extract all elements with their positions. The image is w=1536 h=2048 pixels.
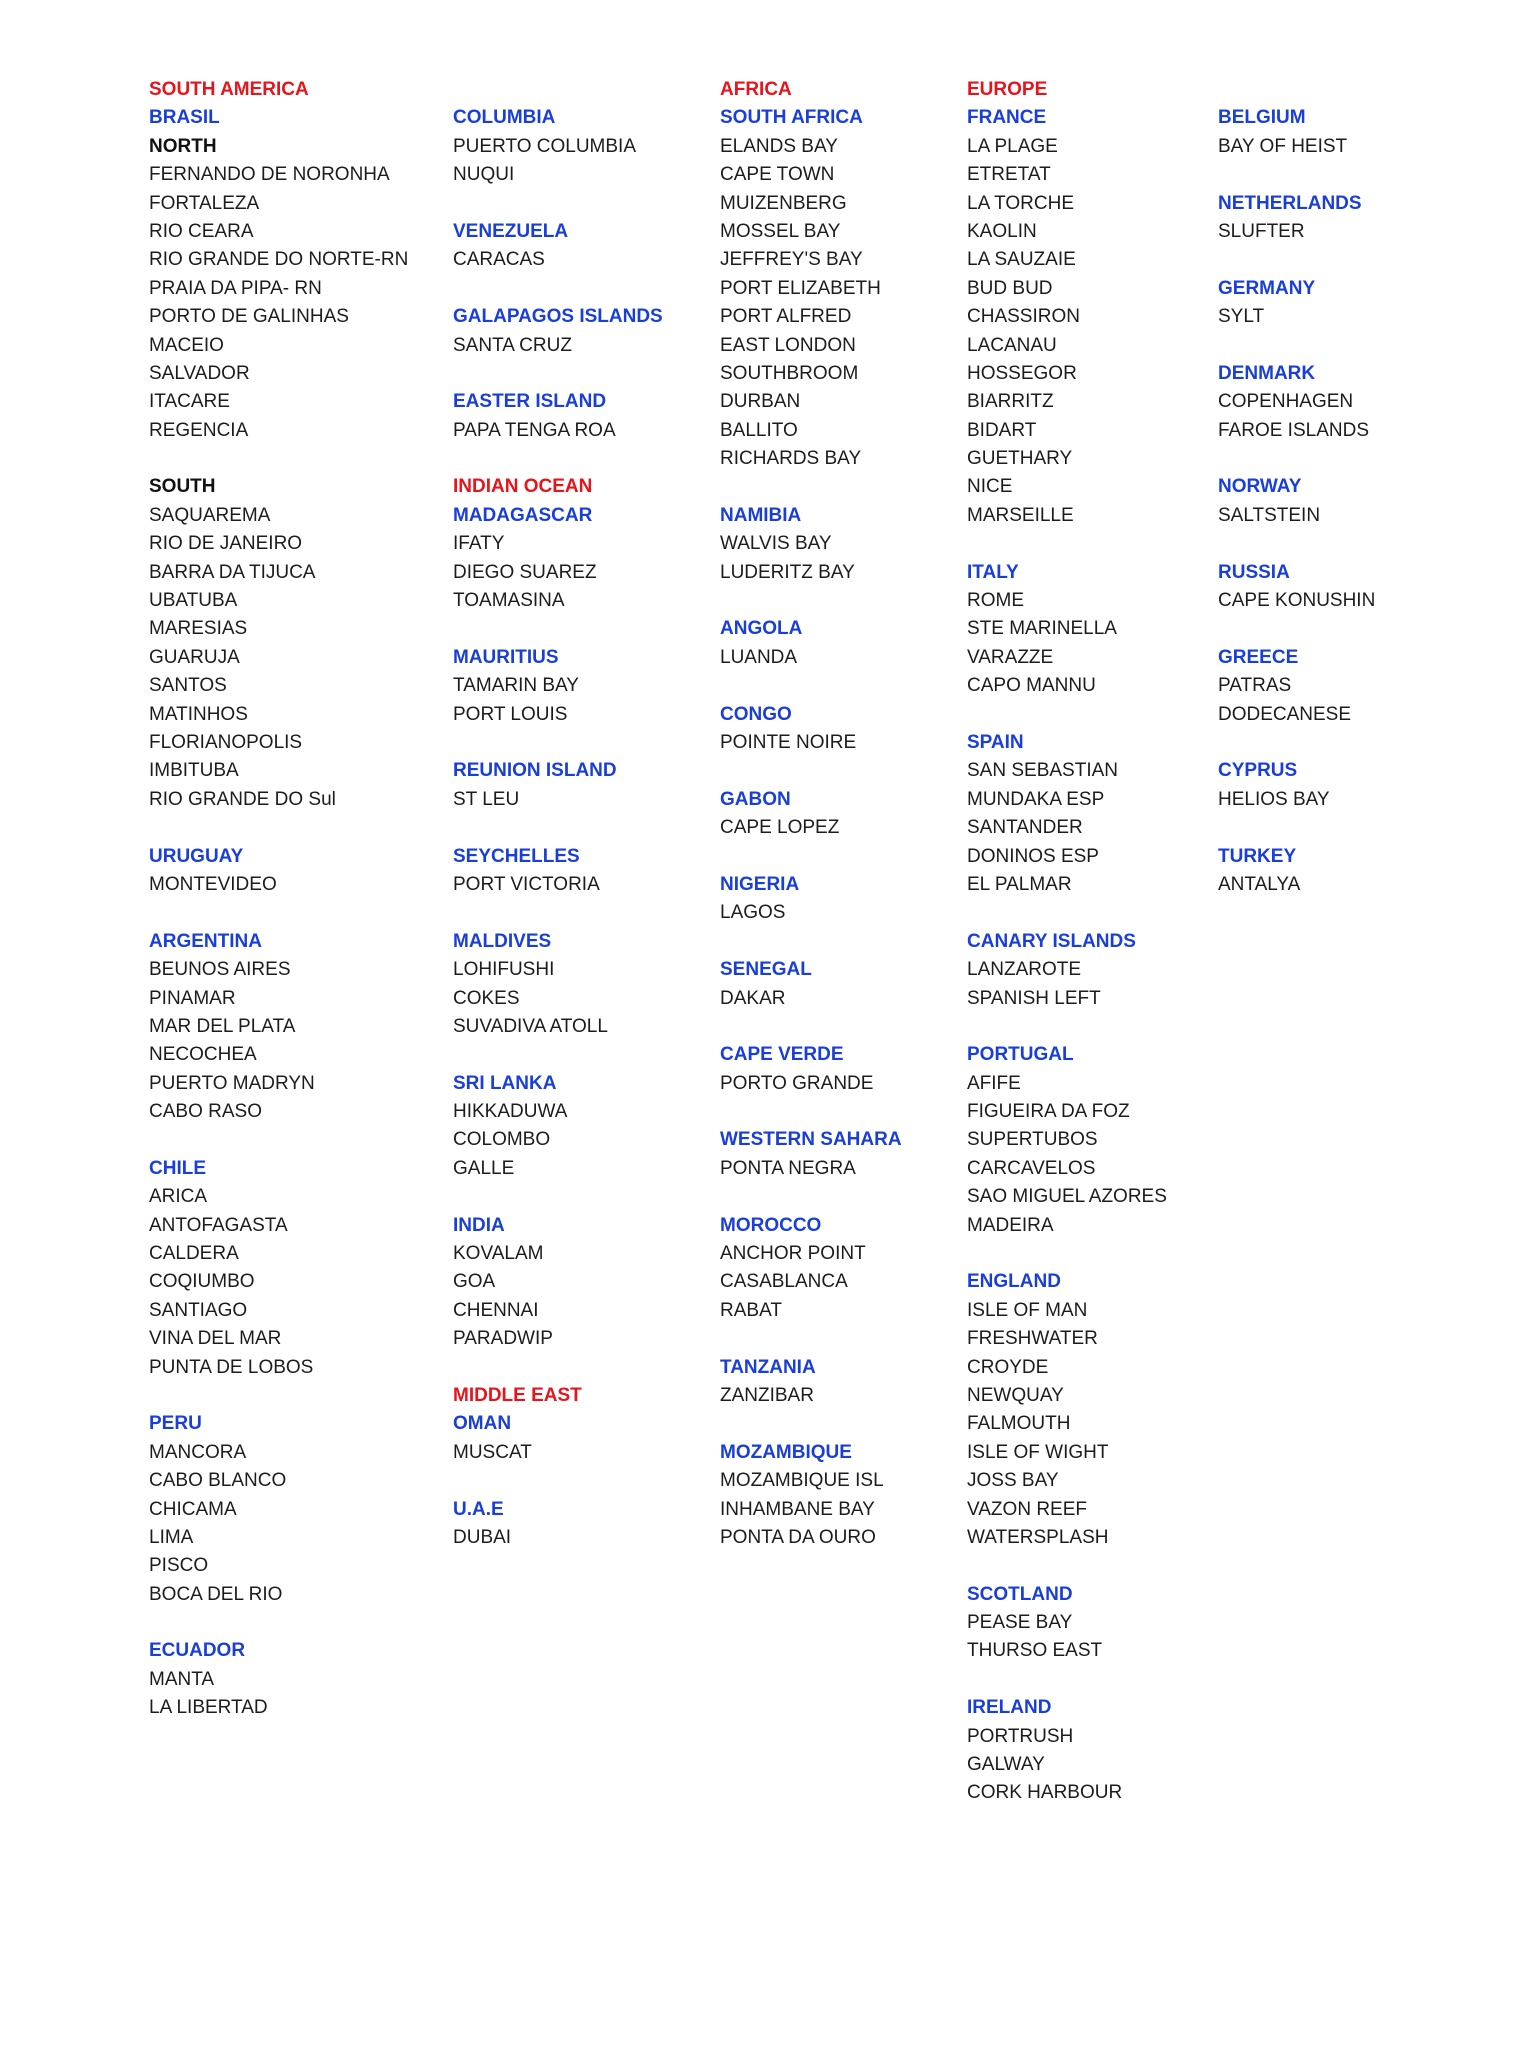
spot-name: FIGUEIRA DA FOZ [967, 1101, 1130, 1123]
spot-name: PORT VICTORIA [453, 873, 600, 895]
country-heading: RUSSIA [1218, 561, 1290, 583]
spot-name: SYLT [1218, 306, 1265, 328]
country-heading: WESTERN SAHARA [720, 1129, 902, 1151]
spacer [967, 530, 1167, 558]
country-heading: GERMANY [1218, 277, 1316, 299]
column-europe [967, 76, 1167, 1808]
spot-name: RIO CEARA [149, 220, 254, 242]
spot-name: CASABLANCA [720, 1271, 848, 1293]
spacer [1218, 246, 1375, 274]
spacer [1218, 615, 1375, 643]
spot-name: DUBAI [453, 1526, 512, 1548]
spot-name: SOUTHBROOM [720, 362, 859, 384]
spacer [967, 1666, 1167, 1694]
spot-name: DURBAN [720, 391, 801, 413]
spacer [453, 899, 663, 927]
spacer [720, 1098, 902, 1126]
spot-name: ISLE OF WIGHT [967, 1441, 1109, 1463]
column-africa [720, 76, 902, 1552]
spot-name: ST LEU [453, 788, 520, 810]
spacer [720, 1013, 902, 1041]
spot-name: SUPERTUBOS [967, 1129, 1098, 1151]
spot-name: LOHIFUSHI [453, 959, 555, 981]
subregion-heading: SOUTH [149, 476, 216, 498]
country-heading: PORTUGAL [967, 1044, 1074, 1066]
spot-name: POINTE NOIRE [720, 731, 857, 753]
country-heading: COLUMBIA [453, 107, 556, 129]
spot-name: MOZAMBIQUE ISL [720, 1470, 884, 1492]
spot-name: PISCO [149, 1555, 209, 1577]
spot-name: DIEGO SUAREZ [453, 561, 597, 583]
spacer [720, 1410, 902, 1438]
spacer [149, 1382, 408, 1410]
spacer [453, 615, 663, 643]
spot-name: MATINHOS [149, 703, 248, 725]
spot-name: HIKKADUWA [453, 1101, 568, 1123]
country-heading: ENGLAND [967, 1271, 1061, 1293]
spot-name: ZANZIBAR [720, 1384, 814, 1406]
spot-name: MARESIAS [149, 618, 248, 640]
spot-name: STE MARINELLA [967, 618, 1117, 640]
spot-name: TAMARIN BAY [453, 675, 579, 697]
spot-name: THURSO EAST [967, 1640, 1103, 1662]
spot-name: CAPE TOWN [720, 164, 835, 186]
spot-name: ITACARE [149, 391, 230, 413]
country-heading: MALDIVES [453, 930, 552, 952]
country-heading: NAMIBIA [720, 504, 802, 526]
spot-name: BEUNOS AIRES [149, 959, 291, 981]
spot-name: CAPE KONUSHIN [1218, 590, 1376, 612]
country-heading: BELGIUM [1218, 107, 1306, 129]
spot-name: IMBITUBA [149, 760, 239, 782]
spot-name: MONTEVIDEO [149, 873, 277, 895]
spot-name: DONINOS ESP [967, 845, 1099, 867]
spot-name: COPENHAGEN [1218, 391, 1354, 413]
spot-name: FAROE ISLANDS [1218, 419, 1369, 441]
spot-name: MUIZENBERG [720, 192, 847, 214]
spot-name: BALLITO [720, 419, 798, 441]
spot-name: EAST LONDON [720, 334, 856, 356]
spacer [453, 814, 663, 842]
spot-name: NECOCHEA [149, 1044, 257, 1066]
spot-name: PORTO GRANDE [720, 1072, 874, 1094]
spot-name: RABAT [720, 1299, 782, 1321]
spot-name: UBATUBA [149, 590, 238, 612]
spot-name: IFATY [453, 533, 505, 555]
spot-name: RIO DE JANEIRO [149, 533, 303, 555]
country-heading: U.A.E [453, 1498, 504, 1520]
spot-name: MACEIO [149, 334, 224, 356]
spot-name: GALLE [453, 1157, 515, 1179]
spacer [1218, 76, 1375, 104]
spot-name: LA SAUZAIE [967, 249, 1076, 271]
country-heading: NORWAY [1218, 476, 1302, 498]
region-heading: SOUTH AMERICA [149, 79, 309, 100]
country-heading: PERU [149, 1413, 202, 1435]
spacer [720, 1183, 902, 1211]
spot-name: JEFFREY'S BAY [720, 249, 863, 271]
spot-name: NUQUI [453, 164, 515, 186]
spot-name: NEWQUAY [967, 1384, 1064, 1406]
spacer [453, 190, 663, 218]
spot-name: NICE [967, 476, 1013, 498]
spot-name: ETRETAT [967, 164, 1051, 186]
spot-name: LIMA [149, 1526, 194, 1548]
spot-name: SANTIAGO [149, 1299, 248, 1321]
spacer [967, 1552, 1167, 1580]
spot-name: CORK HARBOUR [967, 1782, 1123, 1804]
spacer [149, 899, 408, 927]
spacer [1218, 530, 1375, 558]
spot-name: LACANAU [967, 334, 1057, 356]
column-south-america [149, 76, 408, 1723]
spot-name: PEASE BAY [967, 1612, 1073, 1634]
country-heading: MADAGASCAR [453, 504, 593, 526]
spot-name: FALMOUTH [967, 1413, 1071, 1435]
country-heading: INDIA [453, 1214, 505, 1236]
spot-name: VARAZZE [967, 646, 1054, 668]
spot-name: VAZON REEF [967, 1498, 1087, 1520]
country-heading: CAPE VERDE [720, 1044, 844, 1066]
country-heading: ANGOLA [720, 618, 803, 640]
spot-name: CARCAVELOS [967, 1157, 1096, 1179]
spot-name: MANTA [149, 1668, 215, 1690]
spacer [720, 672, 902, 700]
spot-name: CARACAS [453, 249, 545, 271]
country-heading: ECUADOR [149, 1640, 246, 1662]
column-americas-indian-ocean [453, 76, 663, 1552]
country-heading: CYPRUS [1218, 760, 1298, 782]
spot-name: RIO GRANDE DO NORTE-RN [149, 249, 409, 271]
spot-name: LA TORCHE [967, 192, 1075, 214]
region-heading: MIDDLE EAST [453, 1384, 582, 1406]
spot-name: INHAMBANE BAY [720, 1498, 875, 1520]
spot-name: FORTALEZA [149, 192, 260, 214]
country-heading: SCOTLAND [967, 1583, 1073, 1605]
spot-name: MUSCAT [453, 1441, 532, 1463]
spacer [967, 1013, 1167, 1041]
spot-name: TOAMASINA [453, 590, 565, 612]
spot-name: ARICA [149, 1186, 208, 1208]
spot-name: BARRA DA TIJUCA [149, 561, 316, 583]
spacer [453, 76, 663, 104]
country-heading: SPAIN [967, 731, 1024, 753]
spacer [453, 1354, 663, 1382]
spot-name: PUNTA DE LOBOS [149, 1356, 314, 1378]
country-heading: GABON [720, 788, 791, 810]
country-heading: NETHERLANDS [1218, 192, 1362, 214]
spot-name: CABO BLANCO [149, 1470, 287, 1492]
region-heading: AFRICA [720, 79, 792, 100]
spot-name: KOVALAM [453, 1243, 544, 1265]
spacer [720, 473, 902, 501]
country-heading: SEYCHELLES [453, 845, 580, 867]
country-heading: CANARY ISLANDS [967, 930, 1136, 952]
country-heading: EASTER ISLAND [453, 391, 607, 413]
spot-name: MOSSEL BAY [720, 220, 841, 242]
spot-name: SUVADIVA ATOLL [453, 1015, 608, 1037]
spot-name: SALTSTEIN [1218, 504, 1321, 526]
spacer [1218, 161, 1375, 189]
spot-name: GOA [453, 1271, 496, 1293]
spot-name: PARADWIP [453, 1328, 553, 1350]
spot-name: PONTA DA OURO [720, 1526, 876, 1548]
spot-name: PORT ALFRED [720, 306, 852, 328]
spot-name: CHICAMA [149, 1498, 237, 1520]
spacer [1218, 814, 1375, 842]
spot-name: SAN SEBASTIAN [967, 760, 1118, 782]
spot-name: BAY OF HEIST [1218, 135, 1348, 157]
spot-name: CAPO MANNU [967, 675, 1096, 697]
spot-name: CAPE LOPEZ [720, 817, 840, 839]
spacer [453, 445, 663, 473]
region-heading: EUROPE [967, 79, 1048, 100]
country-heading: IRELAND [967, 1697, 1052, 1719]
spot-name: GUARUJA [149, 646, 240, 668]
spot-name: AFIFE [967, 1072, 1021, 1094]
country-heading: CHILE [149, 1157, 206, 1179]
spot-name: BIDART [967, 419, 1037, 441]
spot-name: DAKAR [720, 987, 786, 1009]
spacer [1218, 729, 1375, 757]
country-heading: NIGERIA [720, 873, 800, 895]
spot-name: ELANDS BAY [720, 135, 838, 157]
spot-name: ANTOFAGASTA [149, 1214, 288, 1236]
spacer [149, 445, 408, 473]
country-heading: SOUTH AFRICA [720, 107, 863, 129]
spot-name: SAQUAREMA [149, 504, 271, 526]
spot-name: MUNDAKA ESP [967, 788, 1105, 810]
spacer [453, 275, 663, 303]
spacer [1218, 332, 1375, 360]
country-heading: TANZANIA [720, 1356, 816, 1378]
country-heading: DENMARK [1218, 362, 1316, 384]
country-heading: CONGO [720, 703, 792, 725]
spot-name: HOSSEGOR [967, 362, 1077, 384]
spot-name: BOCA DEL RIO [149, 1583, 283, 1605]
spot-name: PAPA TENGA ROA [453, 419, 616, 441]
spot-name: PORT ELIZABETH [720, 277, 881, 299]
spot-name: LUDERITZ BAY [720, 561, 855, 583]
spot-name: BUD BUD [967, 277, 1053, 299]
spot-name: PATRAS [1218, 675, 1292, 697]
spacer [149, 1609, 408, 1637]
spot-name: PRAIA DA PIPA- RN [149, 277, 322, 299]
spacer [967, 1240, 1167, 1268]
country-heading: MOROCCO [720, 1214, 822, 1236]
country-heading: BRASIL [149, 107, 220, 129]
spacer [453, 360, 663, 388]
spot-name: PORT LOUIS [453, 703, 568, 725]
spot-name: EL PALMAR [967, 873, 1072, 895]
spot-name: SPANISH LEFT [967, 987, 1101, 1009]
spacer [453, 1041, 663, 1069]
spot-name: SANTANDER [967, 817, 1083, 839]
spot-name: MARSEILLE [967, 504, 1074, 526]
spot-name: MANCORA [149, 1441, 247, 1463]
spacer [149, 1126, 408, 1154]
region-heading: INDIAN OCEAN [453, 476, 593, 498]
spot-name: CHENNAI [453, 1299, 539, 1321]
spacer [967, 701, 1167, 729]
country-heading: FRANCE [967, 107, 1047, 129]
spot-name: VINA DEL MAR [149, 1328, 282, 1350]
spot-name: COQIUMBO [149, 1271, 255, 1293]
country-heading: OMAN [453, 1413, 512, 1435]
country-heading: MOZAMBIQUE [720, 1441, 852, 1463]
spacer [453, 729, 663, 757]
spot-name: SAO MIGUEL AZORES [967, 1186, 1167, 1208]
spot-name: PORTO DE GALINHAS [149, 306, 349, 328]
spot-name: ROME [967, 590, 1024, 612]
country-heading: REUNION ISLAND [453, 760, 617, 782]
country-heading: SRI LANKA [453, 1072, 557, 1094]
spacer [967, 899, 1167, 927]
spacer [720, 928, 902, 956]
spacer [720, 843, 902, 871]
spot-name: SALVADOR [149, 362, 250, 384]
country-heading: GALAPAGOS ISLANDS [453, 306, 663, 328]
spacer [1218, 445, 1375, 473]
column-europe-north [1218, 76, 1375, 899]
spot-name: REGENCIA [149, 419, 249, 441]
spot-name: LA LIBERTAD [149, 1697, 268, 1719]
spot-name: GALWAY [967, 1754, 1045, 1776]
country-heading: VENEZUELA [453, 220, 569, 242]
spot-name: WALVIS BAY [720, 533, 832, 555]
spot-name: PORTRUSH [967, 1725, 1074, 1747]
country-heading: GREECE [1218, 646, 1299, 668]
spot-name: BIARRITZ [967, 391, 1054, 413]
spot-name: PINAMAR [149, 987, 236, 1009]
spot-name: GUETHARY [967, 448, 1073, 470]
spacer [720, 587, 902, 615]
country-heading: SENEGAL [720, 959, 812, 981]
spot-name: LUANDA [720, 646, 798, 668]
spot-name: DODECANESE [1218, 703, 1352, 725]
spot-name: PONTA NEGRA [720, 1157, 856, 1179]
spacer [453, 1183, 663, 1211]
spot-name: CROYDE [967, 1356, 1049, 1378]
spot-name: CALDERA [149, 1243, 239, 1265]
subregion-heading: NORTH [149, 135, 217, 157]
spot-name: MADEIRA [967, 1214, 1054, 1236]
spot-name: JOSS BAY [967, 1470, 1059, 1492]
spot-name: MAR DEL PLATA [149, 1015, 296, 1037]
spot-name: RIO GRANDE DO Sul [149, 788, 336, 810]
country-heading: MAURITIUS [453, 646, 559, 668]
country-heading: TURKEY [1218, 845, 1297, 867]
spot-name: SANTA CRUZ [453, 334, 572, 356]
spot-name: CABO RASO [149, 1101, 262, 1123]
spacer [149, 814, 408, 842]
spot-name: FRESHWATER [967, 1328, 1098, 1350]
spacer [720, 757, 902, 785]
spacer [720, 1325, 902, 1353]
country-heading: URUGUAY [149, 845, 244, 867]
spot-name: SLUFTER [1218, 220, 1305, 242]
spot-name: RICHARDS BAY [720, 448, 862, 470]
spot-name: HELIOS BAY [1218, 788, 1330, 810]
spot-name: ANTALYA [1218, 873, 1301, 895]
spot-name: KAOLIN [967, 220, 1037, 242]
country-heading: ITALY [967, 561, 1019, 583]
spot-name: WATERSPLASH [967, 1526, 1109, 1548]
spot-name: FERNANDO DE NORONHA [149, 164, 390, 186]
spot-name: ANCHOR POINT [720, 1243, 866, 1265]
spacer [453, 1467, 663, 1495]
spot-name: LAGOS [720, 902, 786, 924]
spot-name: COLOMBO [453, 1129, 551, 1151]
spot-name: PUERTO COLUMBIA [453, 135, 637, 157]
spot-name: ISLE OF MAN [967, 1299, 1088, 1321]
country-heading: ARGENTINA [149, 930, 262, 952]
spot-name: LA PLAGE [967, 135, 1058, 157]
spot-name: PUERTO MADRYN [149, 1072, 315, 1094]
spot-name: FLORIANOPOLIS [149, 731, 303, 753]
spot-name: SANTOS [149, 675, 227, 697]
spot-name: CHASSIRON [967, 306, 1080, 328]
spot-name: COKES [453, 987, 520, 1009]
spot-name: LANZAROTE [967, 959, 1082, 981]
